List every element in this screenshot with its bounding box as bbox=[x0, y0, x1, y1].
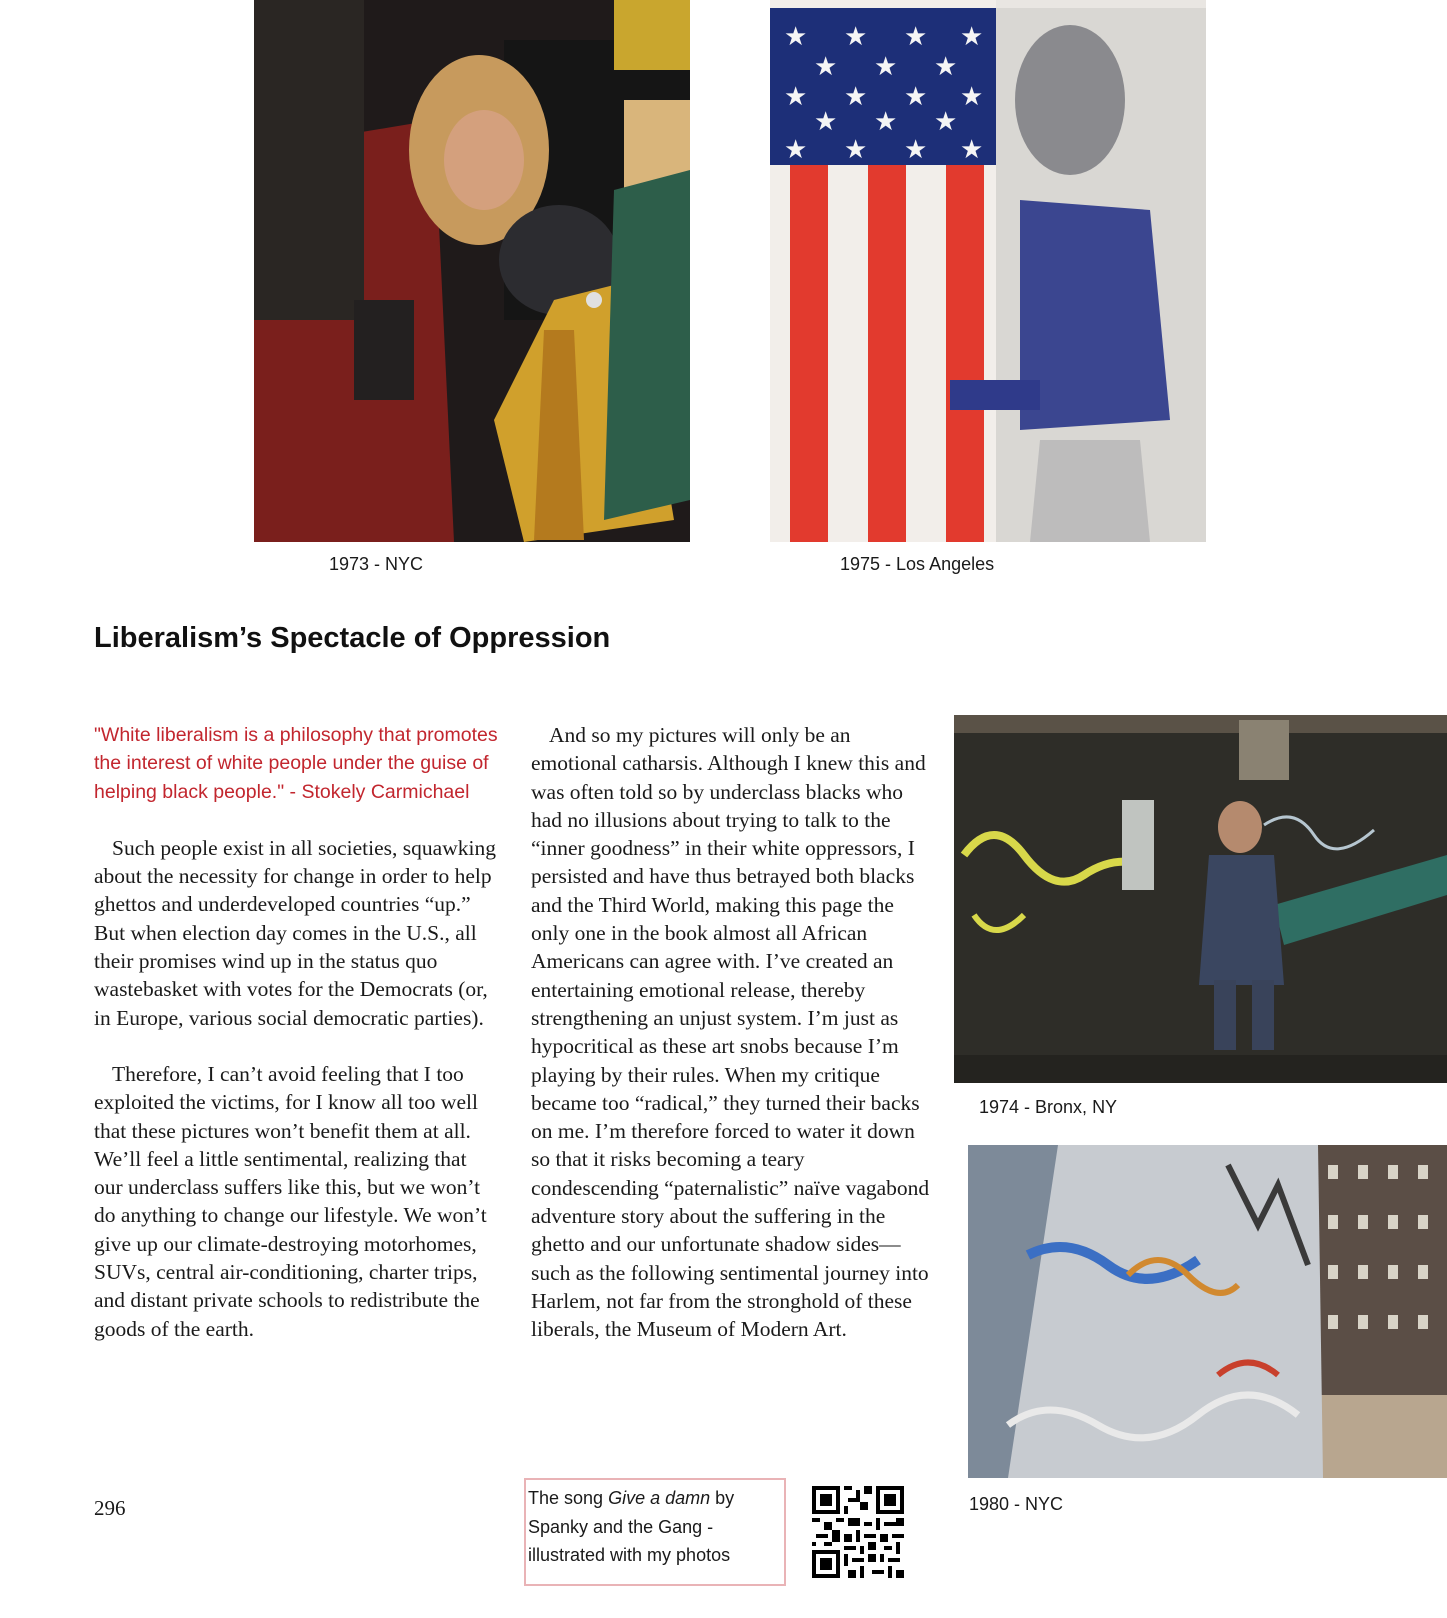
pull-quote: "White liberalism is a philosophy that promotes the interest of white people under the guise of helping black people." - Stokely Carmichael bbox=[94, 724, 498, 803]
svg-text:★: ★ bbox=[904, 135, 928, 165]
svg-text:★: ★ bbox=[784, 82, 808, 112]
svg-text:★: ★ bbox=[960, 82, 984, 112]
svg-text:★: ★ bbox=[934, 52, 958, 82]
svg-text:★: ★ bbox=[874, 107, 898, 137]
text-column-left bbox=[94, 721, 498, 1343]
svg-text:★: ★ bbox=[814, 107, 838, 137]
svg-text:★: ★ bbox=[844, 135, 868, 165]
svg-text:★: ★ bbox=[960, 135, 984, 165]
svg-text:★: ★ bbox=[844, 22, 868, 52]
song-suffix: by Spanky and the Gang - illustrated with my photos bbox=[528, 1488, 735, 1565]
svg-text:★: ★ bbox=[874, 52, 898, 82]
svg-text:★: ★ bbox=[784, 135, 808, 165]
paragraph: Therefore, I can’t avoid feeling that I too exploited the victims, for I know all too well that these pictures won’t benefit them at all. We’ll feel a little sentimental, realizing that our underclass suffers like this, but we won’t do anything to change our lifestyle. We won’t give up our climate-destroying motorhomes, SUVs, central air-conditioning, charter trips, and distant private schools to redistribute the goods of the earth. bbox=[94, 1061, 487, 1341]
qr-code[interactable] bbox=[812, 1486, 904, 1578]
svg-text:★: ★ bbox=[844, 82, 868, 112]
svg-text:★: ★ bbox=[784, 22, 808, 52]
text-column-middle bbox=[531, 721, 935, 1344]
flag-photo bbox=[770, 0, 1206, 542]
paragraph: And so my pictures will only be an emotional catharsis. Although I knew this and was often told so by underclass blacks who had no illusions about trying to talk to the “inner goodness” in their white oppressors, I persisted and have thus betrayed both blacks and the Third World, making this page the only one in the book almost all African Americans can agree with. I’ve created an entertaining emotional release, thereby strengthening an unjust system. I’m just as hypocritical as these art snobs because I’m playing by their rules. When my critique became too “radical,” they turned their backs on me. I’m therefore forced to water it down so that it risks becoming a teary condescending “paternalistic” naïve vagabond adventure story about the suffering in the ghetto and our unfortunate shadow sides—such as the following sentimental journey into Harlem, not far from the stronghold of these liberals, the Museum of Modern Art. bbox=[531, 723, 930, 1342]
bronx-photo bbox=[954, 715, 1447, 1083]
party-photo bbox=[254, 0, 690, 542]
svg-text:★: ★ bbox=[814, 52, 838, 82]
svg-text:★: ★ bbox=[934, 107, 958, 137]
flag-photo-caption: 1975 - Los Angeles bbox=[840, 554, 995, 574]
svg-text:★: ★ bbox=[960, 22, 984, 52]
paragraph: Such people exist in all societies, squawking about the necessity for change in order to help ghettos and underdeveloped countries “up.” But when election day comes in the U.S., all their promises wind up in the status quo wastebasket with votes for the Democrats (or, in Europe, various social democratic parties). bbox=[94, 835, 496, 1030]
party-photo-caption: 1973 - NYC bbox=[329, 554, 424, 574]
song-title: Give a damn bbox=[608, 1488, 711, 1508]
song-prefix: The song bbox=[528, 1488, 609, 1508]
bronx-photo-caption: 1974 - Bronx, NY bbox=[979, 1097, 1118, 1117]
song-note bbox=[524, 1478, 786, 1586]
graffiti-photo bbox=[968, 1145, 1447, 1478]
graffiti-photo-caption: 1980 - NYC bbox=[969, 1494, 1064, 1514]
article-title: Liberalism’s Spectacle of Oppression bbox=[94, 622, 611, 654]
page-number: 296 bbox=[94, 1496, 126, 1520]
svg-text:★: ★ bbox=[904, 82, 928, 112]
svg-text:★: ★ bbox=[904, 22, 928, 52]
